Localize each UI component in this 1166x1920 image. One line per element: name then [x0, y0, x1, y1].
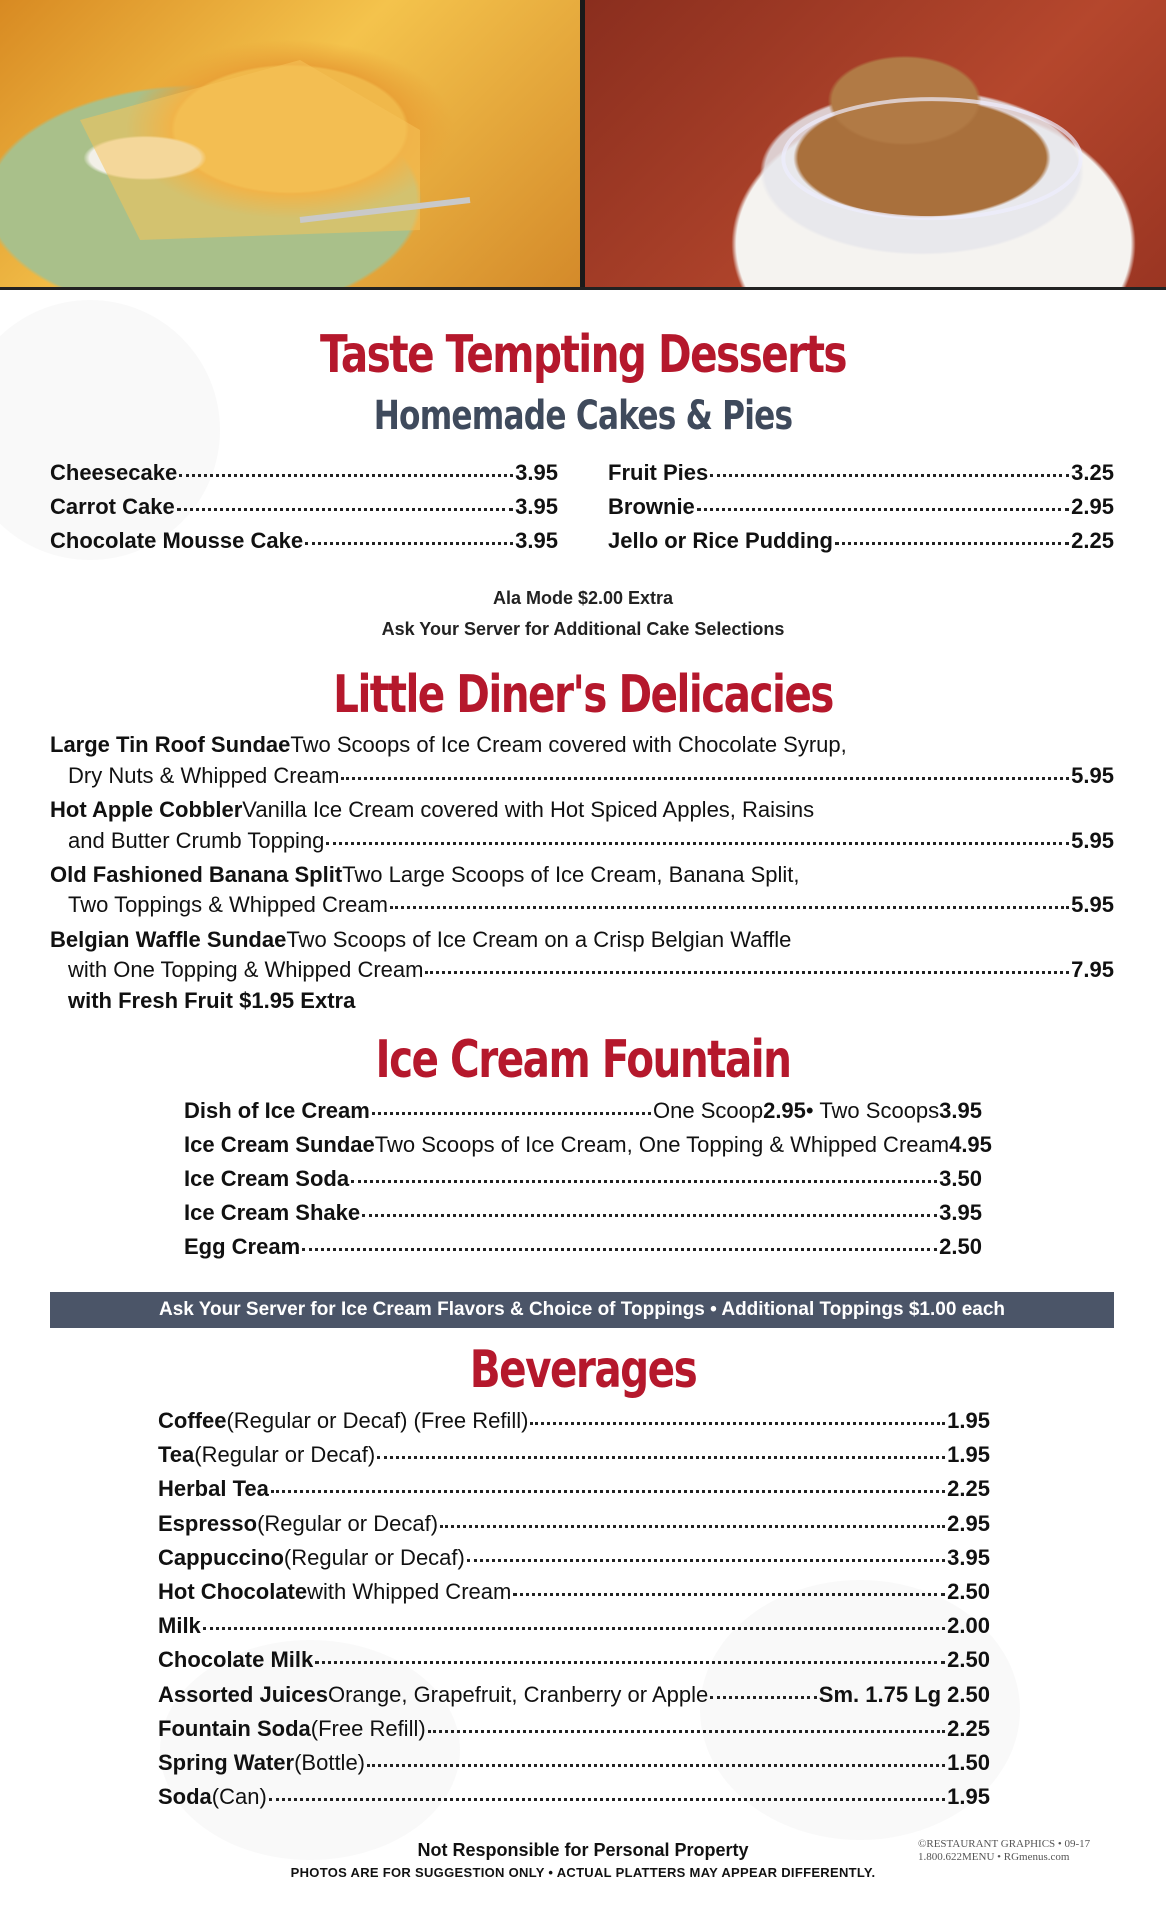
ice-cream-bowl-photo	[580, 0, 1166, 287]
menu-item: Jello or Rice Pudding 2.25	[608, 528, 1114, 553]
menu-item: with One Topping & Whipped Cream 7.95	[68, 957, 1114, 982]
beverages-heading: Beverages	[469, 1340, 697, 1400]
toppings-banner: Ask Your Server for Ice Cream Flavors & Choice of Toppings • Additional Toppings $1.00 each	[50, 1292, 1114, 1328]
menu-item: Dish of Ice Cream One Scoop 2.95 • Two Scoops 3.95	[184, 1098, 982, 1123]
menu-item: Spring Water (Bottle) 1.50	[158, 1750, 990, 1775]
fresh-fruit-extra: with Fresh Fruit $1.95 Extra	[68, 988, 356, 1013]
menu-item: Belgian Waffle Sundae Two Scoops of Ice Cream on a Crisp Belgian Waffle	[50, 927, 792, 952]
page-title: Taste Tempting Desserts	[319, 325, 846, 385]
ala-mode-note: Ala Mode $2.00 Extra	[492, 588, 674, 608]
menu-item: Brownie 2.95	[608, 494, 1114, 519]
header-photos	[0, 0, 1166, 290]
footer-disclaimer: Not Responsible for Personal Property	[417, 1840, 749, 1860]
menu-item: Espresso (Regular or Decaf) 2.95	[158, 1510, 990, 1536]
menu-item: Two Toppings & Whipped Cream 5.95	[68, 892, 1114, 917]
cakes-heading: Homemade Cakes & Pies	[373, 393, 793, 439]
menu-item: Ice Cream Sundae Two Scoops of Ice Cream, One Topping & Whipped Cream 4.95	[184, 1132, 992, 1157]
footer-photos-note: PHOTOS ARE FOR SUGGESTION ONLY • ACTUAL PLATTERS MAY APPEAR DIFFERENTLY.	[290, 1865, 876, 1880]
menu-item: Chocolate Milk 2.50	[158, 1647, 990, 1673]
apple-pie-photo	[0, 0, 580, 287]
menu-item: Ice Cream Soda 3.50	[184, 1166, 982, 1191]
apple-pie-icon	[0, 0, 580, 287]
menu-item: Herbal Tea 2.25	[158, 1476, 990, 1502]
ice-cream-bowl-icon	[585, 0, 1166, 287]
menu-item: Fountain Soda (Free Refill) 2.25	[158, 1715, 990, 1741]
menu-item: Large Tin Roof Sundae Two Scoops of Ice Cream covered with Chocolate Syrup,	[50, 732, 847, 757]
menu-item: Cappuccino (Regular or Decaf) 3.95	[158, 1544, 990, 1570]
menu-item: Coffee (Regular or Decaf) (Free Refill) 1.95	[158, 1408, 990, 1433]
menu-item: Assorted Juices Orange, Grapefruit, Cranberry or Apple Sm. 1.75 Lg 2.50	[158, 1681, 990, 1707]
menu-item: Hot Apple Cobbler Vanilla Ice Cream covered with Hot Spiced Apples, Raisins	[50, 797, 815, 822]
menu-item: and Butter Crumb Topping 5.95	[68, 828, 1114, 853]
menu-item: Dry Nuts & Whipped Cream 5.95	[68, 763, 1114, 788]
menu-item: Ice Cream Shake 3.95	[184, 1200, 982, 1225]
menu-item: Milk 2.00	[158, 1613, 990, 1639]
fountain-heading: Ice Cream Fountain	[375, 1030, 791, 1090]
menu-item: Hot Chocolate with Whipped Cream 2.50	[158, 1579, 990, 1604]
menu-item: Carrot Cake 3.95	[50, 494, 558, 519]
cake-selection-note: Ask Your Server for Additional Cake Selections	[381, 619, 785, 639]
menu-item: Egg Cream 2.50	[184, 1234, 982, 1259]
publisher-credit: ©RESTAURANT GRAPHICS • 09-17 1.800.622MENU • RGmenus.com	[918, 1838, 1091, 1863]
menu-item: Cheesecake 3.95	[50, 460, 558, 485]
menu-item: Soda (Can) 1.95	[158, 1784, 990, 1810]
menu-item: Tea (Regular or Decaf) 1.95	[158, 1442, 990, 1468]
diner-heading: Little Diner's Delicacies	[333, 665, 833, 725]
menu-item: Chocolate Mousse Cake 3.95	[50, 528, 558, 553]
menu-item: Fruit Pies 3.25	[608, 460, 1114, 485]
menu-item: Old Fashioned Banana Split Two Large Scoops of Ice Cream, Banana Split,	[50, 862, 800, 887]
